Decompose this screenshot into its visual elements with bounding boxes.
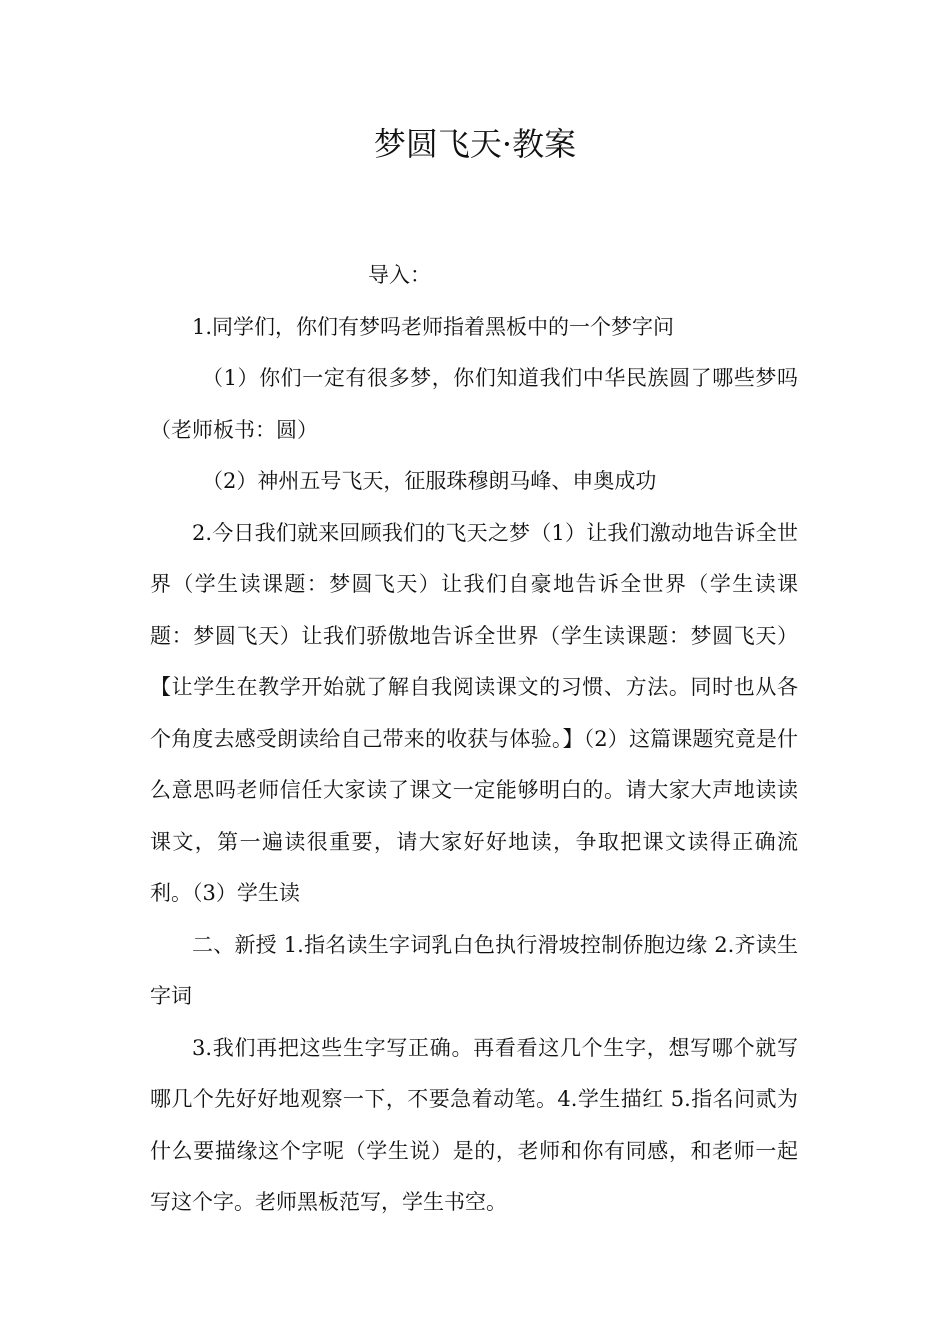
paragraph-intro-heading: 导入： [368,263,431,287]
paragraph-1-sub-2: （2）神州五号飞天，征服珠穆朗马峰、申奥成功 [202,469,657,493]
paragraph-1: 1.同学们，你们有梦吗老师指着黑板中的一个梦字问 [192,314,675,339]
paragraph-1-sub-1: （1）你们一定有很多梦，你们知道我们中华民族圆了哪些梦吗（老师板书：圆） [150,366,798,442]
document-body [150,250,798,1229]
paragraph-3: 3.我们再把这些生字写正确。再看看这几个生字，想写哪个就写哪几个先好好地观察一下，不要急着动笔。4.学生描红 5.指名问贰为什么要描缘这个字呢（学生说）是的，老师和你有同感，和老师一起写这个字。老师黑板范写，学生书空。 [150,1035,798,1214]
paragraph-2: 2.今日我们就来回顾我们的飞天之梦（1）让我们激动地告诉全世界（学生读课题：梦圆飞天）让我们自豪地告诉全世界（学生读课题：梦圆飞天）让我们骄傲地告诉全世界（学生读课题：梦圆飞天）【让学生在教学开始就了解自我阅读课文的习惯、方法。同时也从各个角度去感受朗读给自己带来的收获与体验。】（2）这篇课题究竟是什么意思吗老师信任大家读了课文一定能够明白的。请大家大声地读读课文，第一遍读很重要，请大家好好地读，争取把课文读得正确流利。（3）学生读 [150,520,798,905]
paragraph-new-lesson: 二、新授 1.指名读生字词乳白色执行滑坡控制侨胞边缘 2.齐读生字词 [150,932,798,1008]
document-title: 梦圆飞天·教案 [373,125,577,163]
